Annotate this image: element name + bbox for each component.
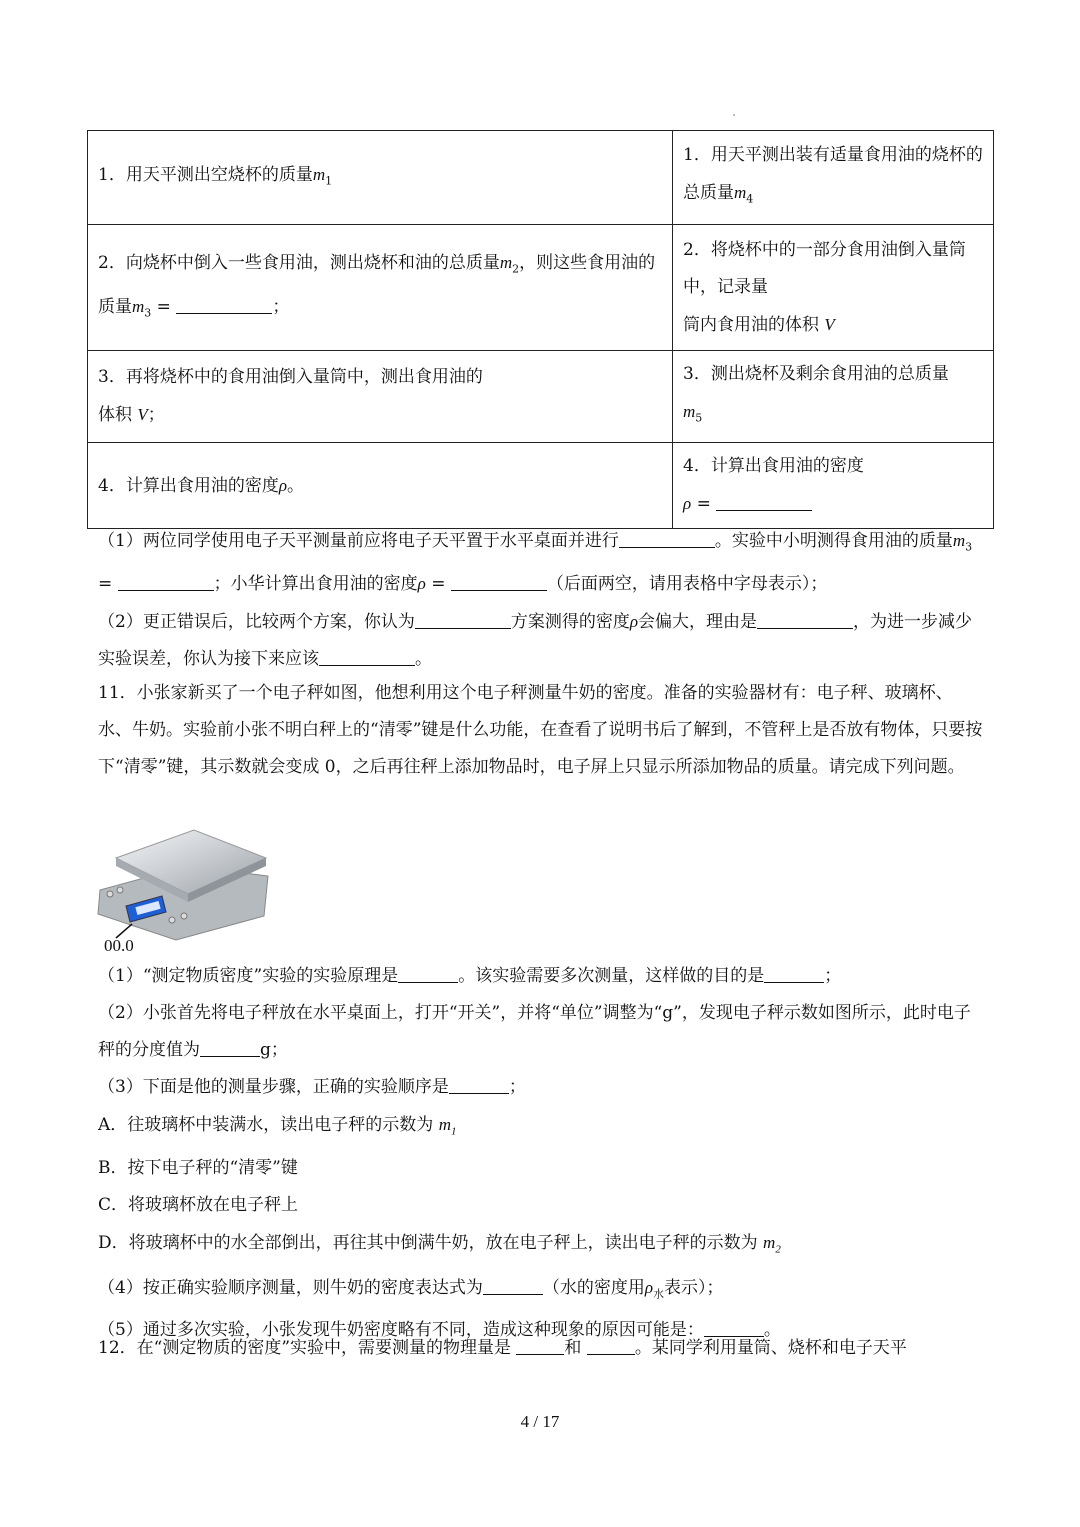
table-cell: 4．计算出食用油的密度ρ。 (88, 443, 673, 529)
q11-part5: （5）通过多次实验，小张发现牛奶密度略有不同，造成这种现象的原因可能是： 。 (98, 1312, 984, 1349)
q11-part2: （2）小张首先将电子秤放在水平桌面上，打开“开关”，并将“单位”调整为“g”，发现电子秤示数如图所示，此时电子秤的分度值为 g； (98, 1003, 971, 1060)
table-cell: 1．用天平测出空烧杯的质量$m_1$ (88, 131, 673, 225)
table-cell: 4．计算出食用油的密度 ρ = (673, 443, 994, 529)
answer-blank[interactable] (449, 1073, 509, 1094)
q11-subquestions (98, 958, 984, 1349)
table-cell: 2．将烧杯中的一部分食用油倒入量筒中，记录量 筒内食用油的体积 V (673, 225, 994, 351)
answer-blank[interactable] (415, 608, 511, 629)
answer-blank[interactable] (716, 490, 812, 511)
q11-part1: （1）“测定物质密度”实验的实验原理是 。该实验需要多次测量，这样做的目的是 ； (98, 958, 984, 995)
table-row (88, 225, 994, 351)
table-cell: 3．再将烧杯中的食用油倒入量筒中，测出食用油的 体积 V； (88, 351, 673, 443)
answer-blank[interactable] (483, 1274, 543, 1295)
answer-blank[interactable] (398, 962, 458, 983)
q10-part2: （2）更正错误后，比较两个方案，你认为 方案测得的密度ρ会偏大，理由是 ，为进一步减少实验误差，你认为接下来应该 。 (98, 603, 984, 678)
scale-reading-label: 00.0 (104, 936, 134, 954)
answer-blank[interactable] (619, 527, 715, 548)
answer-blank[interactable] (757, 608, 853, 629)
scan-speck (733, 114, 735, 116)
table-cell: 3．测出烧杯及剩余食用油的总质量 $m_5$ (673, 351, 994, 443)
table-row (88, 351, 994, 443)
q12 (98, 1330, 984, 1367)
option-d: D．将玻璃杯中的水全部倒出，再往其中倒满牛奶，放在电子秤上，读出电子秤的示数为 $m_2$ (98, 1233, 781, 1256)
q11-part3: （3）下面是他的测量步骤，正确的实验顺序是 ； (98, 1069, 984, 1106)
option-c: C．将玻璃杯放在电子秤上 (98, 1195, 299, 1216)
answer-blank[interactable] (516, 1334, 564, 1355)
option-b: B．按下电子秤的“清零”键 (98, 1158, 298, 1179)
answer-blank[interactable] (451, 570, 547, 591)
answer-blank[interactable] (587, 1334, 635, 1355)
answer-blank[interactable] (319, 645, 415, 666)
table-cell: 1．用天平测出装有适量食用油的烧杯的总质量$m_4$ (673, 131, 994, 225)
electronic-scale-image (96, 828, 272, 954)
table-row (88, 443, 994, 529)
q10-part1: （1）两位同学使用电子天平测量前应将电子天平置于水平桌面并进行 。实验中小明测得食用油的质量$m_3$ = ；小华计算出食用油的密度ρ = （后面两空，请用表格中字母表示）； (98, 522, 984, 603)
q11-part4: （4）按正确实验顺序测量，则牛奶的密度表达式为 （水的密度用$\rho_水$表示）； (98, 1269, 984, 1312)
table-row (88, 131, 994, 225)
question-12-stem: 12．在“测定物质的密度”实验中，需要测量的物理量是 和 。某同学利用量筒、烧杯和电子天平 (98, 1330, 984, 1367)
q11-intro (98, 675, 984, 786)
option-a: A．往玻璃杯中装满水，读出电子秤的示数为 $m_1$ (98, 1115, 457, 1138)
page-number: 4 / 17 (520, 1412, 560, 1431)
question-11-stem: 11．小张家新买了一个电子秤如图，他想利用这个电子秤测量牛奶的密度。准备的实验器材有：电子秤、玻璃杯、水、牛奶。实验前小张不明白秤上的“清零”键是什么功能，在查看了说明书后了解到，不管秤上是否放有物体，只要按下“清零”键，其示数就会变成 0，之后再往秤上添加物品时，电子屏上只显示所添加物品的质量。请完成下列问题。 (98, 683, 983, 777)
answer-blank[interactable] (764, 962, 824, 983)
q10-subquestions (98, 522, 984, 678)
answer-blank[interactable] (176, 293, 272, 314)
answer-blank[interactable] (118, 570, 214, 591)
table-cell: 2．向烧杯中倒入一些食用油，测出烧杯和油的总质量$m_2$，则这些食用油的质量$m_3$ = ； (88, 225, 673, 351)
answer-blank[interactable] (200, 1036, 260, 1057)
methods-table (87, 130, 994, 529)
